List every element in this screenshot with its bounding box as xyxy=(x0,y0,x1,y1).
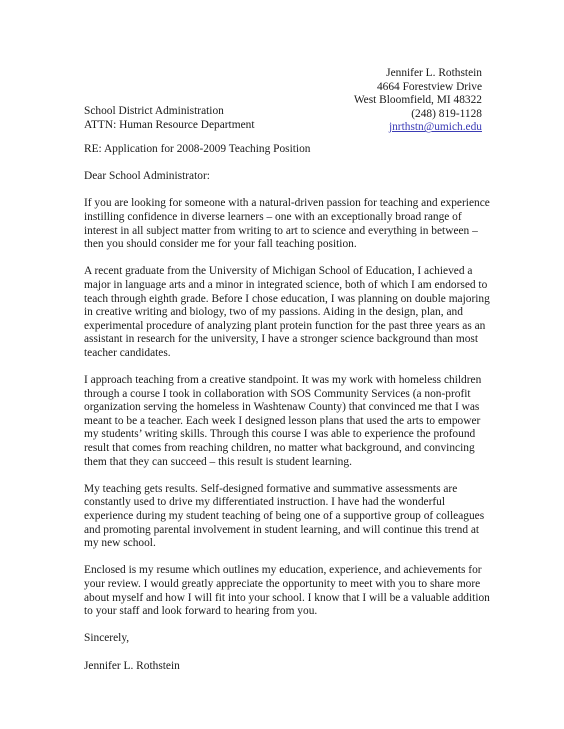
paragraph-line: about myself and how I will fit into your school. I know that I will be a valuable addition xyxy=(84,591,490,604)
paragraph-3 xyxy=(84,374,484,469)
paragraph-line: experimental procedure of analyzing plant protein function for the past three years as an xyxy=(84,319,486,332)
paragraph-line: interest in all subject matter from writing to art to science and everything in between – xyxy=(84,224,478,237)
paragraph-line: my students’ writing skills. Through this course I was able to experience the profound xyxy=(84,428,476,441)
paragraph-line: experience during my student teaching of being one of a supportive group of colleagues xyxy=(84,510,485,523)
sender-name: Jennifer L. Rothstein xyxy=(386,67,482,79)
paragraph-line: A recent graduate from the University of Michigan School of Education, I achieved a xyxy=(84,265,473,278)
sender-address-block xyxy=(354,67,482,135)
sender-street: 4664 Forestview Drive xyxy=(376,80,482,93)
paragraph-1 xyxy=(84,197,490,251)
paragraph-line: teacher candidates. xyxy=(84,346,171,359)
paragraph-line: and promoting parental involvement in student learning, and will continue this trend at xyxy=(84,523,480,536)
paragraph-line: meant to be a teacher. Each week I designed lesson plans that used the arts to empower xyxy=(84,414,481,427)
paragraph-line: I approach teaching from a creative standpoint. It was my work with homeless children xyxy=(84,374,482,387)
paragraph-line: your review. I would greatly appreciate the opportunity to meet with you to share more xyxy=(84,578,481,590)
paragraph-line: in creative writing and biology, two of my passions. Aiding in the design, plan, and xyxy=(84,306,463,319)
paragraph-line: constantly used to drive my differentiated instruction. I have had the wonderful xyxy=(84,496,446,509)
paragraph-line: If you are looking for someone with a natural-driven passion for teaching and experience xyxy=(84,197,490,210)
paragraph-line: my new school. xyxy=(84,537,156,550)
recipient-address-block xyxy=(84,105,255,132)
paragraph-2 xyxy=(84,265,490,360)
paragraph-line: My teaching gets results. Self-designed formative and summative assessments are xyxy=(84,482,458,495)
paragraph-line: through a course I took in collaboration with SOS Community Services (a non-profit xyxy=(84,387,471,400)
recipient-line-2: ATTN: Human Resource Department xyxy=(84,118,255,131)
paragraph-line: them that they can succeed – this result is student learning. xyxy=(84,455,352,468)
paragraph-line: then you should consider me for your fall teaching position. xyxy=(84,238,357,251)
paragraph-4 xyxy=(84,483,484,551)
sender-city: West Bloomfield, MI 48322 xyxy=(353,94,482,107)
paragraph-line: Enclosed is my resume which outlines my education, experience, and achievements for xyxy=(84,564,482,577)
sender-email-link[interactable]: jnrthstn@umich.edu xyxy=(388,121,482,134)
paragraph-line: organization serving the homeless in Washtenaw County) that convinced me that I was xyxy=(84,401,480,414)
paragraph-line: assistant in research for the university, I have a stronger science background than most xyxy=(84,333,479,346)
re-line: RE: Application for 2008-2009 Teaching Position xyxy=(84,143,311,155)
recipient-line-1: School District Administration xyxy=(84,105,224,117)
signature-name: Jennifer L. Rothstein xyxy=(84,659,180,672)
paragraph-5 xyxy=(84,564,490,618)
sender-phone: (248) 819-1128 xyxy=(411,107,482,120)
closing: Sincerely, xyxy=(84,632,130,645)
paragraph-line: major in language arts and a minor in integrated science, both of which I am endorsed to xyxy=(84,278,488,291)
paragraph-line: teach through eighth grade. Before I chose education, I was planning on double majoring xyxy=(84,292,490,305)
paragraph-line: instilling confidence in diverse learners – one with an exceptionally broad range of xyxy=(84,210,462,223)
salutation: Dear School Administrator: xyxy=(84,170,210,183)
paragraph-line: to your staff and look forward to hearing from you. xyxy=(84,605,318,618)
letter-body xyxy=(84,143,490,687)
paragraph-line: result that comes from reaching children, no matter what background, and convincing xyxy=(84,442,475,455)
